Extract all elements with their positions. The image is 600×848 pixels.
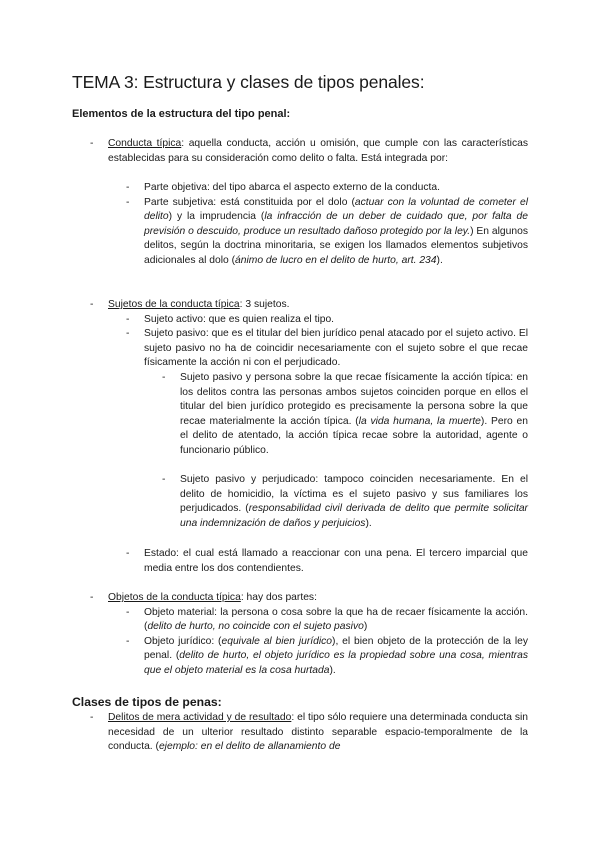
text-span: Sujeto pasivo y persona sobre la que recae físicamente la acción típica: en los delitos contra las personas ambos sujetos coinciden porque en ellos el titular del bien jurídico protegido es precisamente la persona sobre la que recae materialmente la acción típica. ( (180, 372, 528, 427)
item-sujetos (108, 298, 528, 313)
text-span: ). Pero en el delito de atentado, la acción típica recae sobre la autoridad, agente o funcionario público. (180, 415, 528, 456)
text-span: ). (365, 517, 372, 529)
bullet-dash: - (162, 474, 166, 485)
item-estado: Estado: el cual está llamado a reaccionar con una pena. El tercero imparcial que media entre los dos contendientes. (144, 548, 528, 574)
term-sujetos: Sujetos de la conducta típica (108, 299, 240, 310)
italic-span: actuar con la voluntad de cometer el delito (144, 196, 528, 223)
italic-span: la vida humana, la muerte (358, 415, 481, 427)
text-span: : el tipo sólo requiere una determinada conducta sin necesidad de un ulterior resultado distinto separable espacio-temporalmente de la conducta. ( (108, 712, 528, 753)
item-perjudicado (180, 473, 528, 531)
text-conducta-tipica: : aquella conducta, acción u omisión, que cumple con las características establecidas para su consideración como delito o falta. Está integrada por: (108, 138, 528, 164)
italic-span: delito de hurto, no coincide con el sujeto pasivo (147, 621, 364, 633)
item-objetos (108, 591, 528, 606)
section-heading-clases: Clases de tipos de penas: (72, 695, 222, 709)
text-objetos: : hay dos partes: (240, 592, 317, 603)
item-parte-subjetiva (144, 196, 528, 269)
text-span: ), el bien objeto de la protección de la ley penal. ( (144, 635, 528, 662)
term-objetos: Objetos de la conducta típica (108, 592, 241, 603)
bullet-dash: - (90, 592, 94, 603)
item-delitos-mera-actividad (108, 711, 528, 755)
item-parte-objetiva: Parte objetiva: del tipo abarca el aspecto externo de la conducta. (144, 182, 440, 193)
italic-span: responsabilidad civil derivada de delito que permite solicitar una indemnización de daños y perjuicios (180, 503, 528, 529)
text-span: Parte subjetiva: está constituida por el dolo ( (144, 196, 355, 208)
text-span: ) y la imprudencia ( (168, 211, 265, 223)
text-sujetos: : 3 sujetos. (239, 299, 290, 310)
text-span: Objeto material: la persona o cosa sobre la que ha de recaer físicamente la acción. ( (144, 606, 528, 633)
page-title: TEMA 3: Estructura y clases de tipos penales: (72, 72, 425, 92)
italic-span: equivale al bien jurídico (221, 635, 333, 647)
italic-span: la infracción de un deber de cuidado que, por falta de previsión o descuido, produce un resultado dañoso protegido por la ley. (144, 211, 528, 237)
bullet-dash: - (126, 328, 130, 340)
section-heading-elementos: Elementos de la estructura del tipo penal: (72, 108, 291, 120)
item-persona-accion (180, 371, 528, 459)
bullet-dash: - (90, 712, 94, 723)
item-sujeto-pasivo: Sujeto pasivo: que es el titular del bien jurídico penal atacado por el sujeto activo. El sujeto pasivo no ha de coincidir necesariamente con el sujeto sobre el que recae físicamente la acción ni con el perjudicado. (144, 328, 528, 369)
italic-span: ánimo de lucro en el delito de hurto, art. 234 (235, 254, 437, 266)
bullet-dash: - (126, 196, 130, 208)
text-span: Objeto jurídico: ( (144, 635, 222, 647)
bullet-dash: - (90, 138, 94, 149)
bullet-dash: - (162, 372, 166, 383)
bullet-dash: - (90, 299, 94, 310)
item-objeto-material (144, 606, 528, 635)
bullet-dash: - (126, 548, 130, 559)
text-span: ). (329, 664, 336, 676)
text-span: ) En algunos delitos, según la doctrina minoritaria, se exigen los llamados elementos subjetivos adicionales al dolo ( (144, 225, 528, 266)
bullet-dash: - (126, 313, 130, 325)
item-conducta-tipica (108, 137, 528, 166)
term-delitos: Delitos de mera actividad y de resultado (108, 712, 292, 723)
term-conducta-tipica: Conducta típica (108, 138, 182, 149)
text-span: Sujeto pasivo y perjudicado: tampoco coinciden necesariamente. En el delito de homicidio, la víctima es el sujeto pasivo y sus familiares los perjudicados. ( (180, 474, 528, 515)
text-span: ). (436, 254, 443, 266)
bullet-dash: - (126, 606, 130, 618)
item-sujeto-activo: Sujeto activo: que es quien realiza el tipo. (144, 313, 335, 325)
italic-span: delito de hurto, el objeto jurídico es la propiedad sobre una cosa, mientras que el objeto material es la cosa hurtada (144, 650, 528, 676)
item-objeto-juridico (144, 635, 528, 679)
bullet-dash: - (126, 182, 130, 193)
bullet-dash: - (126, 635, 130, 647)
italic-span: ejemplo: en el delito de allanamiento de (158, 741, 341, 753)
text-span: ) (363, 621, 368, 633)
